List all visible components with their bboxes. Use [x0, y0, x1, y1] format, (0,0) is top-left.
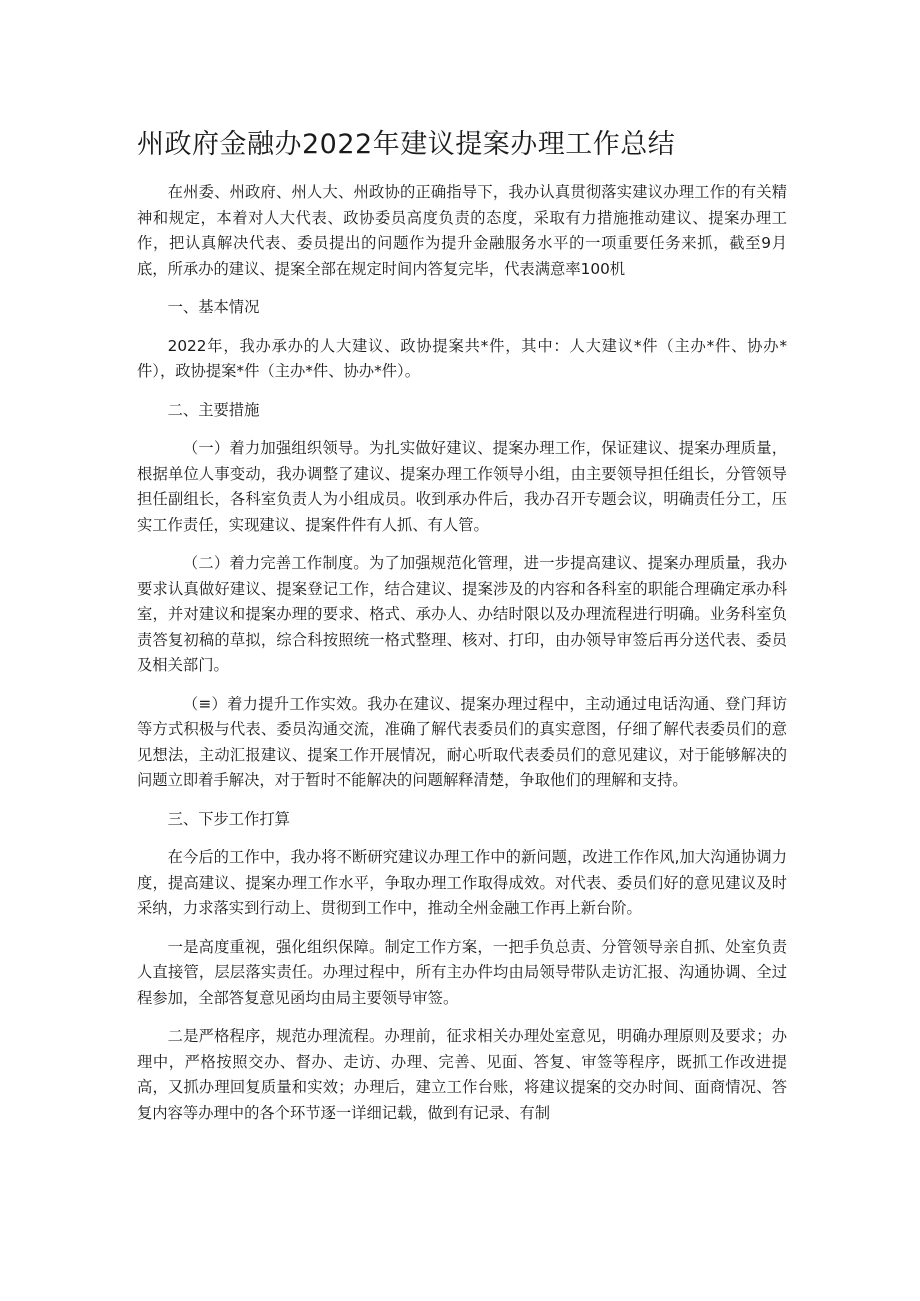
- measure-paragraph-2: （二）着力完善工作制度。为了加强规范化管理，进一步提高建议、提案办理质量，我办要求认真做好建议、提案登记工作，结合建议、提案涉及的内容和各科室的职能合理确定承办科室，并对建议和提案办理的要求、格式、承办人、办结时限以及办理流程进行明确。业务科室负责答复初稿的草拟，综合科按照统一格式整理、核对、打印，由办领导审签后再分送代表、委员及相关部门。: [137, 554, 787, 674]
- document-title: 州政府金融办2022年建议提案办理工作总结: [137, 129, 676, 160]
- section-heading-next-steps: 三、下步工作打算: [167, 809, 290, 828]
- document-body: [137, 180, 787, 1139]
- section-heading-basic: 一、基本情况: [167, 298, 260, 316]
- intro-paragraph: 在州委、州政府、州人大、州政协的正确指导下，我办认真贯彻落实建议办理工作的有关精神和规定，本着对人大代表、政协委员高度负责的态度，采取有力措施推动建议、提案办理工作，把认真解决代表、委员提出的问题作为提升金融服务水平的一项重要任务来抓，截至9月底，所承办的建议、提案全部在规定时间内答复完毕，代表满意率100机: [137, 183, 787, 278]
- next-steps-paragraph: 在今后的工作中，我办将不断研究建议办理工作中的新问题，改进工作作风,加大沟通协调力度，提高建议、提案办理工作水平，争取办理工作取得成效。对代表、委员们好的意见建议及时采纳，力求落实到行动上、贯彻到工作中，推动全州金融工作再上新台阶。: [137, 848, 787, 917]
- measure-paragraph-1: （一）着力加强组织领导。为扎实做好建议、提案办理工作，保证建议、提案办理质量，根据单位人事变动，我办调整了建议、提案办理工作领导小组，由主要领导担任组长，分管领导担任副组长，各科室负责人为小组成员。收到承办件后，我办召开专题会议，明确责任分工，压实工作责任，实现建议、提案件件有人抓、有人管。: [137, 439, 787, 534]
- basic-situation-paragraph: 2022年，我办承办的人大建议、政协提案共*件，其中：人大建议*件（主办*件、协办*件），政协提案*件（主办*件、协办*件）。: [137, 336, 787, 380]
- next-steps-point-1: 一是高度重视，强化组织保障。制定工作方案，一把手负总责、分管领导亲自抓、处室负责人直接管，层层落实责任。办理过程中，所有主办件均由局领导带队走访汇报、沟通协调、全过程参加，全部答复意见函均由局主要领导审签。: [137, 937, 787, 1007]
- next-steps-point-2: 二是严格程序，规范办理流程。办理前，征求相关办理处室意见，明确办理原则及要求；办理中，严格按照交办、督办、走访、办理、完善、见面、答复、审签等程序，既抓工作改进提高，又抓办理回复质量和实效；办理后，建立工作台账，将建议提案的交办时间、面商情况、答复内容等办理中的各个环节逐一详细记载，做到有记录、有制: [137, 1027, 787, 1122]
- measure-paragraph-3: （≡）着力提升工作实效。我办在建议、提案办理过程中，主动通过电话沟通、登门拜访等方式积极与代表、委员沟通交流，准确了解代表委员们的真实意图，仔细了解代表委员们的意见想法，主动汇报建议、提案工作开展情况，耐心听取代表委员们的意见建议，对于能够解决的问题立即着手解决，对于暂时不能解决的问题解释清楚，争取他们的理解和支持。: [137, 694, 787, 789]
- section-heading-measures: 二、主要措施: [167, 400, 260, 419]
